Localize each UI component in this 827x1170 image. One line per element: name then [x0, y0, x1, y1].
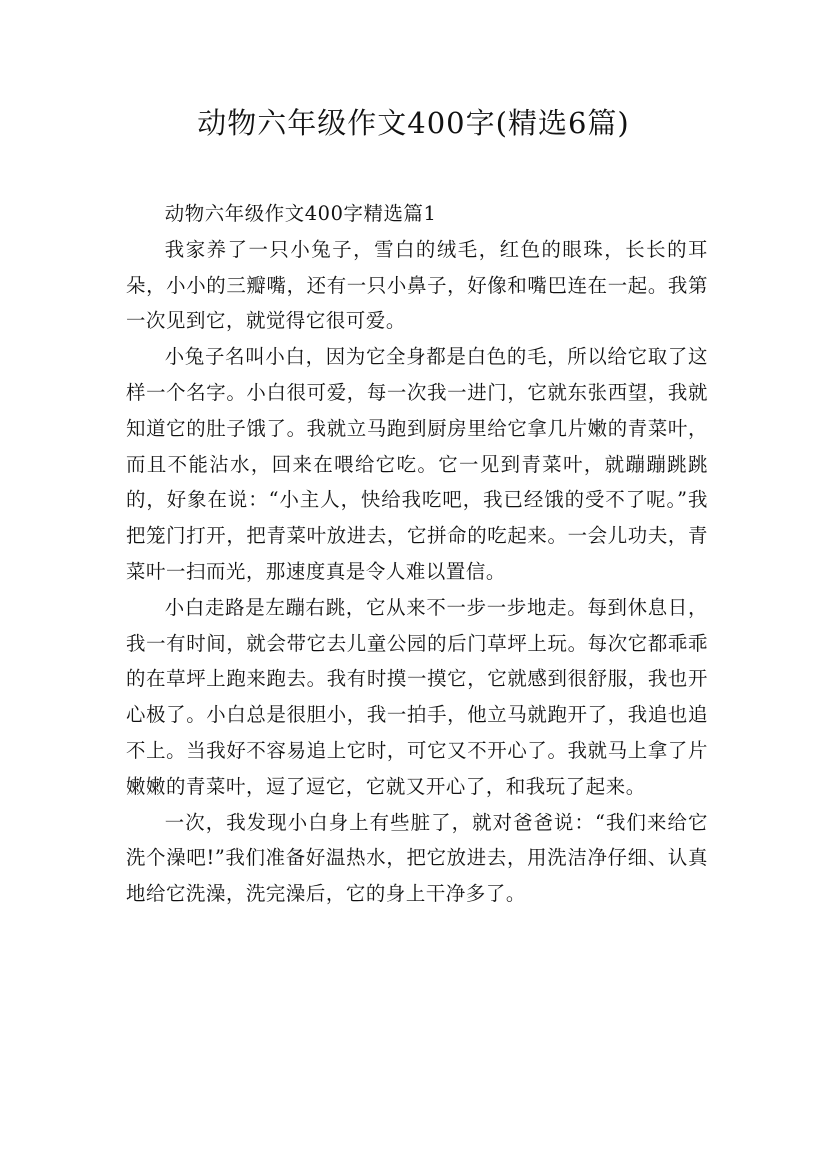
- paragraph-1: 我家养了一只小兔子，雪白的绒毛，红色的眼珠，长长的耳朵，小小的三瓣嘴，还有一只小鼻子，好像和嘴巴连在一起。我第一次见到它，就觉得它很可爱。: [126, 237, 708, 333]
- paragraph-4: 一次，我发现小白身上有些脏了，就对爸爸说：“我们来给它洗个澡吧!”我们准备好温热水，把它放进去，用洗洁净仔细、认真地给它洗澡，洗完澡后，它的身上干净多了。: [126, 810, 708, 906]
- paragraph-3: 小白走路是左蹦右跳，它从来不一步一步地走。每到休息日，我一有时间，就会带它去儿童公园的后门草坪上玩。每次它都乖乖的在草坪上跑来跑去。我有时摸一摸它，它就感到很舒服，我也开心极了。小白总是很胆小，我一拍手，他立马就跑开了，我追也追不上。当我好不容易追上它时，可它又不开心了。我就马上拿了片嫩嫩的青菜叶，逗了逗它，它就又开心了，和我玩了起来。: [126, 595, 708, 798]
- document-title: 动物六年级作文400字(精选6篇): [197, 106, 630, 140]
- paragraph-2: 小兔子名叫小白，因为它全身都是白色的毛，所以给它取了这样一个名字。小白很可爱，每一次我一进门，它就东张西望，我就知道它的肚子饿了。我就立马跑到厨房里给它拿几片嫩的青菜叶，而且不能沾水，回来在喂给它吃。它一见到青菜叶，就蹦蹦跳跳的，好象在说：“小主人，快给我吃吧，我已经饿的受不了呢。”我把笼门打开，把青菜叶放进去，它拼命的吃起来。一会儿功夫，青菜叶一扫而光，那速度真是令人难以置信。: [126, 345, 708, 583]
- section-heading: 动物六年级作文400字精选篇1: [164, 202, 437, 225]
- document-body: [126, 196, 708, 912]
